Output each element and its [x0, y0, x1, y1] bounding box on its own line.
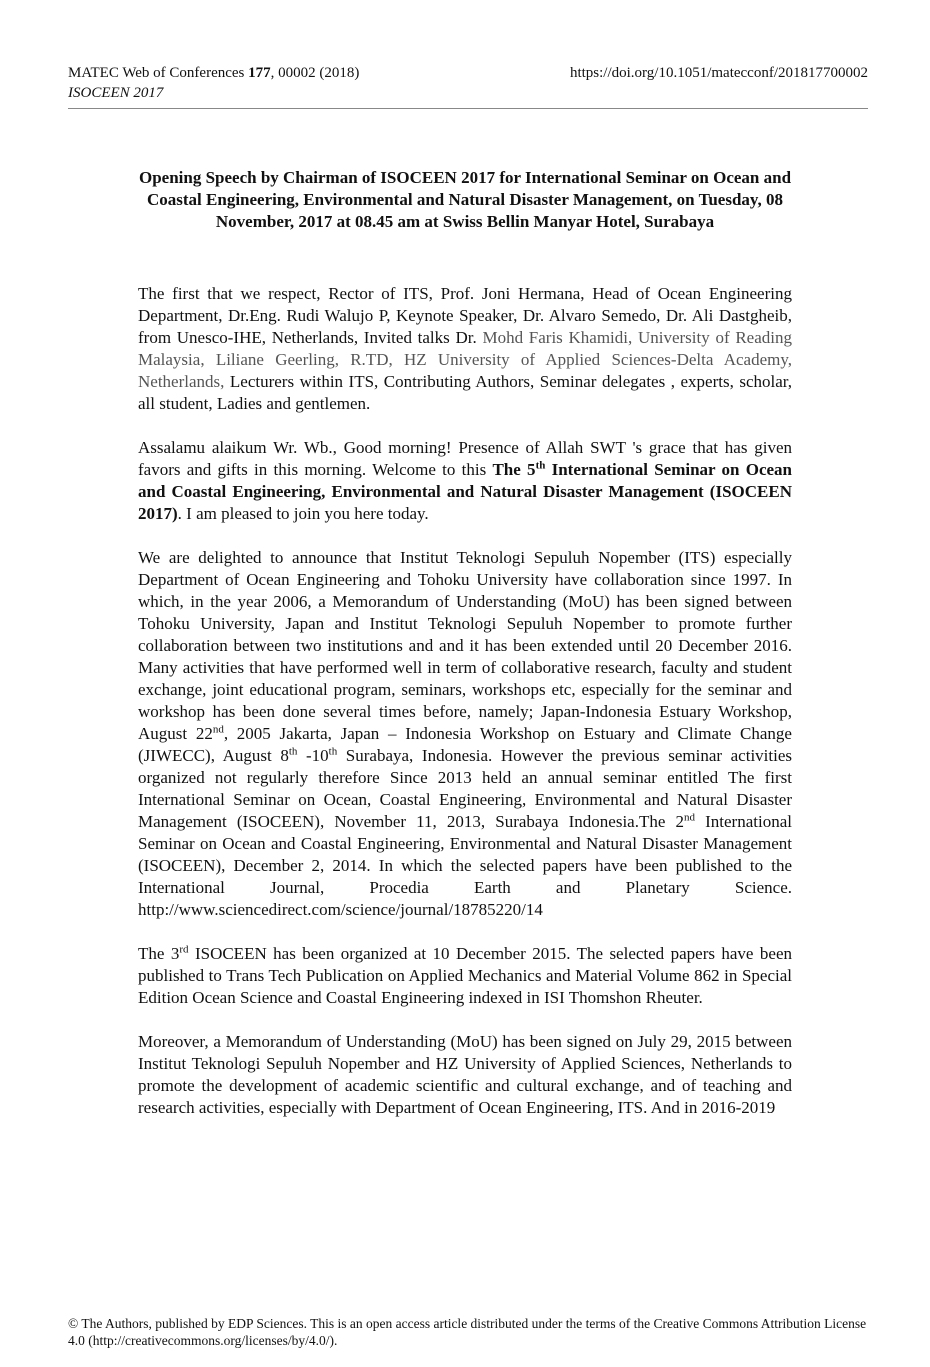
volume-number: 177	[248, 65, 271, 81]
paragraph-greeting: The first that we respect, Rector of ITS, Prof. Joni Hermana, Head of Ocean Engineering Department, Dr.Eng. Rudi Walujo P, Keynote Speaker, Dr. Alvaro Semedo, Dr. Ali Dastgheib, from Unesco-IHE, Netherlands, Invited talks Dr. Mohd Faris Khamidi, University of Reading Malaysia, Liliane Geerling, R.TD, HZ University of Applied Sciences-Delta Academy, Netherlands, Lecturers within ITS, Contributing Authors, Seminar delegates , experts, scholar, all student, Ladies and gentlemen.	[138, 284, 792, 413]
journal-citation: MATEC Web of Conferences 177, 00002 (2018)	[68, 65, 360, 81]
header-divider	[68, 108, 868, 109]
paragraph-welcome: Assalamu alaikum Wr. Wb., Good morning! Presence of Allah SWT 's grace that has given favors and gifts in this morning. Welcome to this The 5th International Seminar on Ocean and Coastal Engineering, Environmental and Natural Disaster Management (ISOCEEN 2017). I am pleased to join you here today.	[138, 438, 793, 523]
conference-name: ISOCEEN 2017	[68, 85, 164, 101]
body-text	[138, 283, 792, 1141]
paragraph-third-isoceen: The 3rd ISOCEEN has been organized at 10 December 2015. The selected papers have been published to Trans Tech Publication on Applied Mechanics and Material Volume 862 in Special Edition Ocean Science and Coastal Engineering indexed in ISI Thomshon Rheuter.	[138, 943, 792, 1007]
journal-info	[68, 63, 359, 103]
doi-link[interactable]: https://doi.org/10.1051/matecconf/201817700002	[569, 65, 868, 81]
paragraph-mou: Moreover, a Memorandum of Understanding (MoU) has been signed on July 29, 2015 between Institut Teknologi Sepuluh Nopember and HZ University of Applied Sciences, Netherlands to promote the development of academic scientific and cultural exchange, and of teaching and research activities, especially with Department of Ocean Engineering, ITS. And in 2016-2019	[138, 1032, 792, 1117]
paragraph-collaboration: We are delighted to announce that Institut Teknologi Sepuluh Nopember (ITS) especially Department of Ocean Engineering and Tohoku University have collaboration since 1997. In which, in the year 2006, a Memorandum of Understanding (MoU) has been signed between Tohoku University, Japan and Institut Teknologi Sepuluh Nopember to promote further collaboration between two institutions and and it has been extended until 20 December 2016. Many activities that have performed well in term of collaborative research, faculty and student exchange, joint educational program, seminars, workshops etc, especially for the seminar and workshop has been done several times before, namely; Japan-Indonesia Estuary Workshop, August 22nd, 2005 Jakarta, Japan – Indonesia Workshop on Estuary and Climate Change (JIWECC), August 8th -10th Surabaya, Indonesia. However the previous seminar activities organized not regularly therefore Since 2013 held an annual seminar entitled The first International Seminar on Ocean, Coastal Engineering, Environmental and Natural Disaster Management (ISOCEEN), November 11, 2013, Surabaya Indonesia.The 2nd International Seminar on Ocean and Coastal Engineering, Environmental and Natural Disaster Management (ISOCEEN), December 2, 2014. In which the selected papers have been published to the International Journal, Procedia Earth and Planetary Science. http://www.sciencedirect.com/science/journal/18785220/14	[138, 548, 792, 919]
paper-title: Opening Speech by Chairman of ISOCEEN 2017 for International Seminar on Ocean and Coastal Engineering, Environmental and Natural Disaster Management, on Tuesday, 08 November, 2017 at 08.45 am at Swiss Bellin Manyar Hotel, Surabaya	[138, 168, 792, 231]
license-footer: © The Authors, published by EDP Sciences. This is an open access article distributed under the terms of the Creative Commons Attribution License 4.0 (http://creativecommons.org/licenses/by/4.0/).	[68, 1316, 867, 1348]
